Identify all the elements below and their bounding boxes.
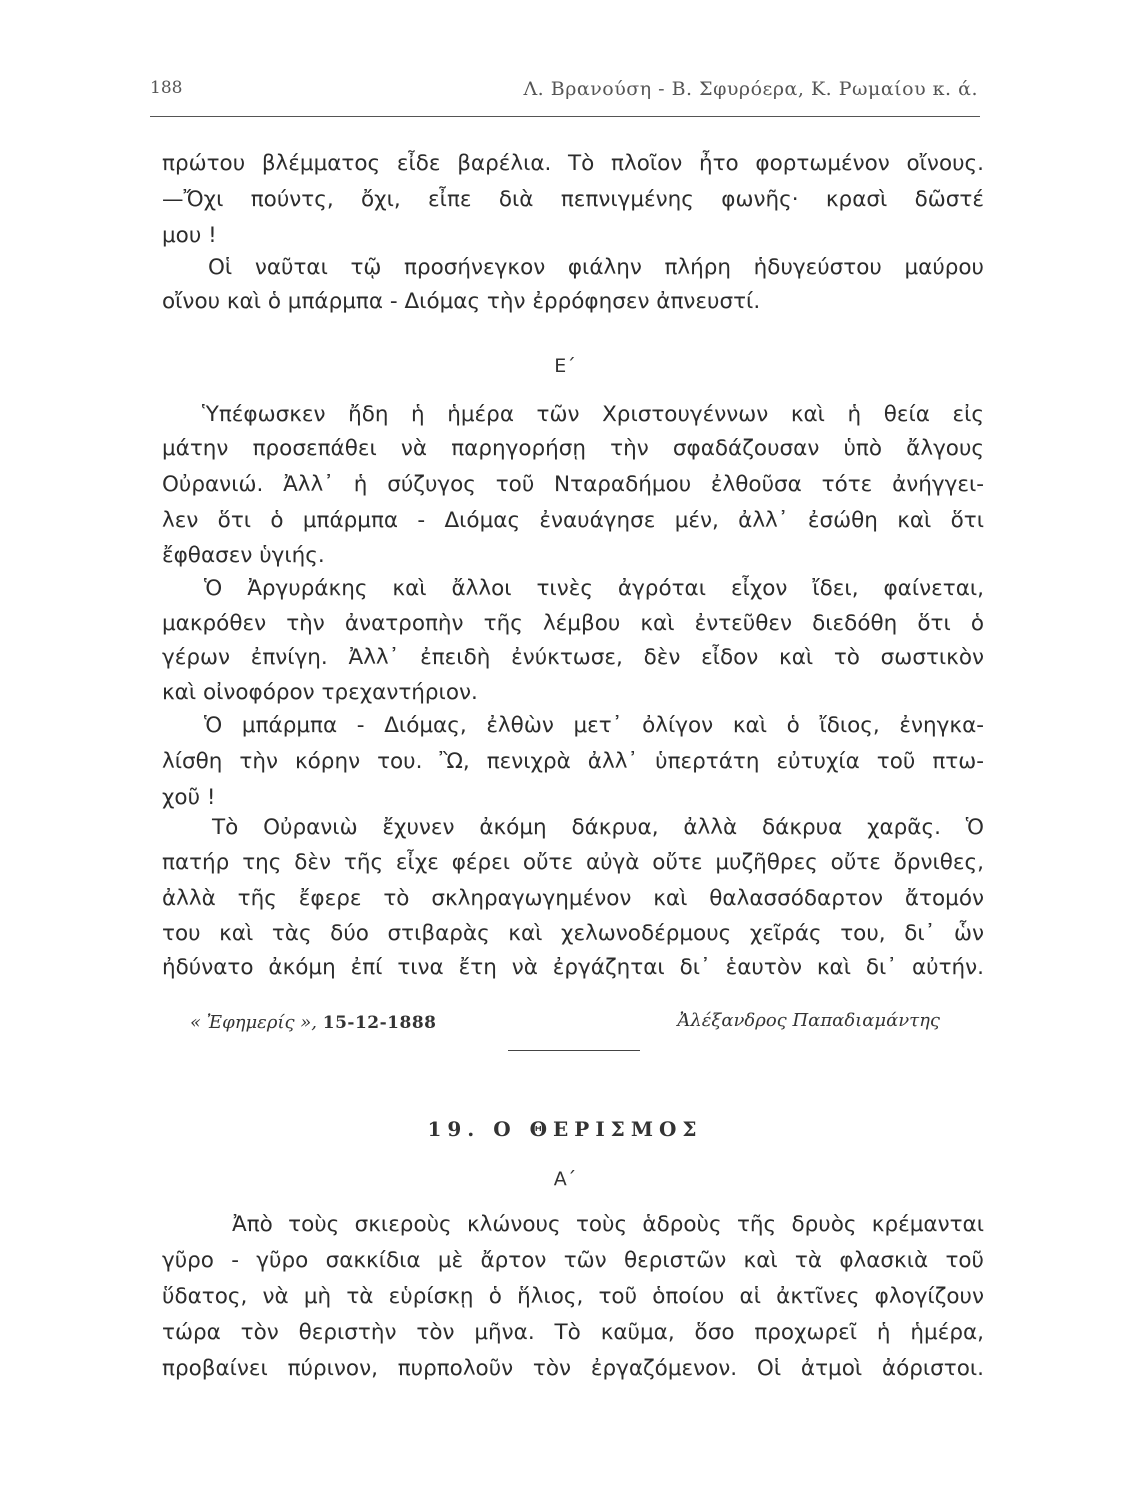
- running-head: Λ. Βρανούση - Β. Σφυρόερα, Κ. Ρωμαίου κ. ά.: [523, 78, 978, 100]
- text-line: χοῦ !: [162, 785, 216, 810]
- text-line: καὶ οἰνοφόρον τρεχαντήριον.: [162, 680, 478, 705]
- text-line: λίσθη τὴν κόρην του. Ὢ, πενιχρὰ ἀλλ᾿ ὑπερτάτη εὐτυχία τοῦ πτω-: [162, 749, 984, 774]
- text-line: μακρόθεν τὴν ἀνατροπὴν τῆς λέμβου καὶ ἐντεῦθεν διεδόθη ὅτι ὁ: [162, 611, 984, 636]
- text-line: πρώτου βλέμματος εἶδε βαρέλια. Τὸ πλοῖον ἦτο φορτωμένον οἴνους.: [162, 151, 984, 176]
- source-author: Ἀλέξανδρος Παπαδιαμάντης: [677, 1010, 940, 1031]
- text-line: οἴνου καὶ ὁ μπάρμπα - Διόμας τὴν ἐρρόφησεν ἀπνευστί.: [162, 289, 761, 314]
- section-divider: [508, 1050, 640, 1051]
- source-newspaper: « Ἐφημερίς »,: [190, 1012, 318, 1033]
- header-rule: [150, 116, 980, 117]
- page-number: 188: [150, 78, 183, 98]
- text-line: τώρα τὸν θεριστὴν τὸν μῆνα. Τὸ καῦμα, ὅσο προχωρεῖ ἡ ἡμέρα,: [162, 1320, 984, 1345]
- section-heading-a: Α΄: [553, 1168, 577, 1190]
- text-line: ὕδατος, νὰ μὴ τὰ εὑρίσκῃ ὁ ἥλιος, τοῦ ὁποίου αἱ ἀκτῖνες φλογίζουν: [162, 1284, 984, 1309]
- text-line: πατήρ της δὲν τῆς εἶχε φέρει οὔτε αὐγὰ οὔτε μυζῆθρες οὔτε ὄρνιθες,: [162, 850, 984, 875]
- text-line: γῦρο - γῦρο σακκίδια μὲ ἄρτον τῶν θεριστῶν καὶ τὰ φλασκιὰ τοῦ: [162, 1248, 984, 1273]
- text-line: Ὑπέφωσκεν ἤδη ἡ ἡμέρα τῶν Χριστουγέννων καὶ ἡ θεία εἰς: [202, 402, 984, 427]
- text-line: Ὁ μπάρμπα - Διόμας, ἐλθὼν μετ᾿ ὀλίγον καὶ ὁ ἴδιος, ἐνηγκα-: [204, 713, 984, 738]
- text-line: Τὸ Οὐρανιὼ ἔχυνεν ἀκόμη δάκρυα, ἀλλὰ δάκρυα χαρᾶς. Ὁ: [212, 815, 984, 840]
- text-line: μου !: [162, 223, 217, 248]
- page-header: [150, 78, 978, 106]
- chapter-title: 19. Ο ΘΕΡΙΣΜΟΣ: [427, 1117, 703, 1141]
- text-line: του καὶ τὰς δύο στιβαρὰς καὶ χελωνοδέρμους χεῖράς του, δι᾿ ὧν: [162, 921, 984, 946]
- text-line: ἀλλὰ τῆς ἔφερε τὸ σκληραγωγημένον καὶ θαλασσόδαρτον ἄτομόν: [162, 886, 984, 911]
- text-line: γέρων ἐπνίγη. Ἀλλ᾿ ἐπειδὴ ἐνύκτωσε, δὲν εἶδον καὶ τὸ σωστικὸν: [162, 645, 984, 670]
- text-line: Οὐρανιώ. Ἀλλ᾿ ἡ σύζυγος τοῦ Νταραδήμου ἐλθοῦσα τότε ἀνήγγει-: [162, 472, 984, 497]
- text-line: προβαίνει πύρινον, πυρπολοῦν τὸν ἐργαζόμενον. Οἱ ἀτμοὶ ἀόριστοι.: [162, 1356, 984, 1381]
- text-line: Ὁ Ἀργυράκης καὶ ἄλλοι τινὲς ἀγρόται εἶχον ἴδει, φαίνεται,: [204, 576, 984, 601]
- source-citation: [190, 1012, 437, 1033]
- text-line: λεν ὅτι ὁ μπάρμπα - Διόμας ἐναυάγησε μέν, ἀλλ᾿ ἐσώθη καὶ ὅτι: [162, 508, 984, 533]
- text-line: Ἀπὸ τοὺς σκιεροὺς κλώνους τοὺς ἁδροὺς τῆς δρυὸς κρέμανται: [232, 1212, 984, 1237]
- section-heading-e: Ε΄: [554, 355, 576, 377]
- text-line: —Ὄχι πούντς, ὄχι, εἶπε διὰ πεπνιγμένης φωνῆς· κρασὶ δῶστέ: [162, 187, 984, 212]
- text-line: ἔφθασεν ὑγιής.: [162, 543, 325, 568]
- source-date: 15-12-1888: [322, 1013, 437, 1033]
- text-line: ἠδύνατο ἀκόμη ἐπί τινα ἔτη νὰ ἐργάζηται δι᾿ ἑαυτὸν καὶ δι᾿ αὐτήν.: [162, 955, 984, 980]
- text-line: Οἱ ναῦται τῷ προσήνεγκον φιάλην πλήρη ἡδυγεύστου μαύρου: [208, 255, 984, 280]
- text-line: μάτην προσεπάθει νὰ παρηγορήσῃ τὴν σφαδάζουσαν ὑπὸ ἄλγους: [162, 436, 984, 461]
